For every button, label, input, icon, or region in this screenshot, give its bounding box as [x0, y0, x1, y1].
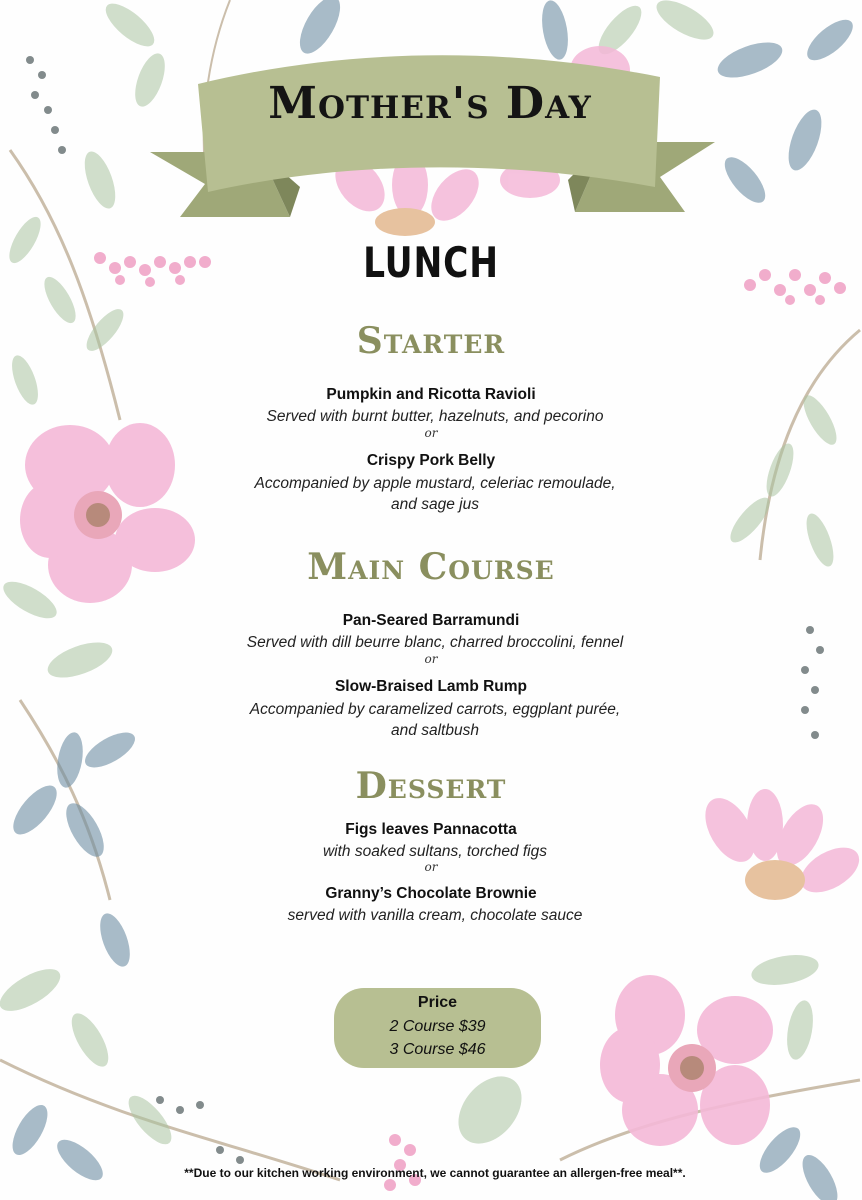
dish-name: Figs leaves Pannacotta	[345, 821, 517, 838]
or-separator: or	[424, 652, 438, 666]
price-line: 3 Course $46	[389, 1041, 486, 1058]
dish-description: Served with dill beurre blanc, charred broccolini, fennel	[246, 634, 624, 651]
section-title-main-course: Main Course	[307, 546, 555, 588]
dish-name: Pumpkin and Ricotta Ravioli	[326, 386, 536, 403]
dish-name: Pan-Seared Barramundi	[342, 612, 520, 629]
dish-description: Served with burnt butter, hazelnuts, and pecorino	[266, 408, 604, 425]
dish-name: Crispy Pork Belly	[366, 452, 496, 469]
dish-description: Accompanied by caramelized carrots, eggplant purée, and saltbush	[249, 701, 621, 739]
or-separator: or	[424, 860, 438, 874]
page-title: Mother's Day	[268, 78, 592, 129]
dish-name: Granny’s Chocolate Brownie	[325, 885, 537, 902]
dish-description: served with vanilla cream, chocolate sauce	[287, 907, 583, 924]
or-separator: or	[424, 426, 438, 440]
dish-description: with soaked sultans, torched figs	[322, 843, 547, 860]
page-subtitle: LUNCH	[363, 238, 499, 287]
allergen-disclaimer: **Due to our kitchen working environment, we cannot guarantee an allergen-free meal**.	[184, 1166, 686, 1180]
section-title-starter: Starter	[356, 320, 506, 362]
dish-name: Slow-Braised Lamb Rump	[334, 678, 528, 695]
price-label: Price	[417, 994, 458, 1011]
section-title-dessert: Dessert	[355, 765, 507, 807]
price-line: 2 Course $39	[389, 1018, 486, 1035]
price-box	[334, 988, 541, 1068]
dish-description: Accompanied by apple mustard, celeriac remoulade, and sage jus	[254, 475, 616, 513]
